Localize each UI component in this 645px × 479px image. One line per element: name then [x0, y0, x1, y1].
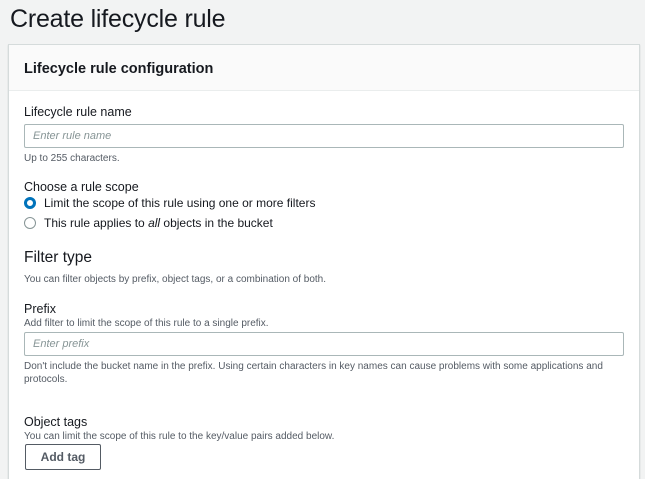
radio-unselected-icon[interactable] [24, 217, 36, 229]
scope-option-filters[interactable] [24, 195, 315, 211]
object-tags-description: You can limit the scope of this rule to the key/value pairs added below. [24, 431, 335, 442]
scope-option-filters-label: Limit the scope of this rule using one or more filters [44, 196, 316, 210]
filter-type-heading: Filter type [24, 249, 93, 266]
rule-name-label: Lifecycle rule name [24, 105, 132, 119]
lifecycle-rule-configuration-panel [8, 44, 640, 479]
rule-name-constraint: Up to 255 characters. [24, 153, 120, 164]
object-tags-label: Object tags [24, 415, 88, 429]
panel-header [9, 45, 639, 91]
radio-selected-icon[interactable] [24, 197, 36, 209]
rule-scope-label: Choose a rule scope [24, 180, 139, 194]
filter-type-description: You can filter objects by prefix, object tags, or a combination of both. [24, 274, 327, 285]
prefix-input[interactable] [24, 332, 624, 356]
panel-title: Lifecycle rule configuration [24, 61, 214, 77]
scope-option-all-objects-label: This rule applies to all objects in the bucket [44, 216, 273, 230]
prefix-label: Prefix [24, 302, 56, 316]
scope-option-all-objects[interactable] [24, 215, 273, 231]
add-tag-button[interactable]: Add tag [25, 444, 101, 470]
rule-name-input[interactable] [24, 124, 624, 148]
page-title: Create lifecycle rule [10, 5, 226, 33]
prefix-description: Add filter to limit the scope of this rule to a single prefix. [24, 318, 269, 329]
prefix-constraint: Don't include the bucket name in the prefix. Using certain characters in key names can cause problems with some applications and protocols. [24, 361, 603, 385]
